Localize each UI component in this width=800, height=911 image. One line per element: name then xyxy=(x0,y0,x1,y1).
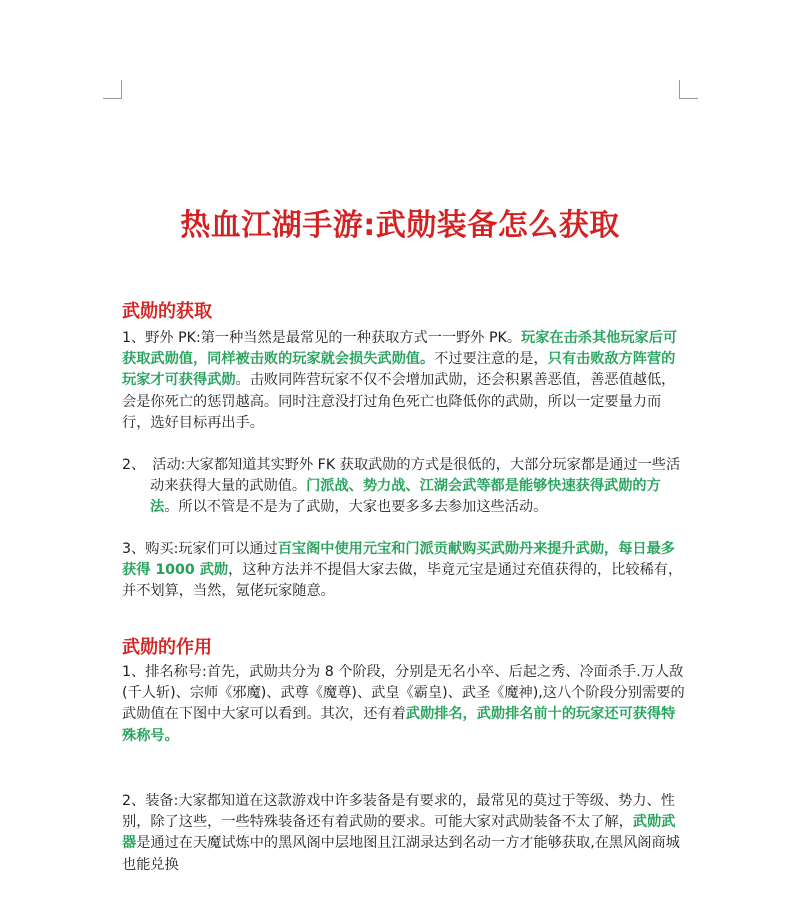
highlighted-text: 武勋武器 xyxy=(122,814,676,852)
section-heading-acquire: 武勋的获取 xyxy=(122,301,212,322)
crop-mark-top-right xyxy=(679,80,698,99)
body-text: 2、装备:大家都知道在这款游戏中许多装备是有要求的，最常见的莫过于等级、势力、性别，除了这些，一些特殊装备还有着武勋的要求。可能大家对武勋装备不太了解， xyxy=(122,793,675,831)
body-text: 是通过在天魔试炼中的黑风阁中层地图且江湖录达到名动一方才能够获取,在黑风阁商城也能兑换 xyxy=(122,835,680,873)
body-text: 1、野外 PK:第一种当然是最常见的一种获取方式一一野外 PK。 xyxy=(122,330,522,346)
highlighted-text: 武勋排名，武勋排名前十的玩家还可获得特殊称号。 xyxy=(122,706,676,744)
body-text: 1、排名称号:首先，武勋共分为 8 个阶段，分别是无名小卒、后起之秀、冷面杀手.万人敌(千人斩)、宗师《邪魔)、武尊《魔尊)、武皇《霸皇)、武圣《魔神),这八个阶段分别需要的武勋值在下图中大家可以看到。其次，还有着 xyxy=(122,664,685,723)
highlighted-text: 只有击败敌方阵营的玩家才可获得武勋 xyxy=(122,351,676,389)
paragraph-equipment xyxy=(122,791,688,876)
paragraph-purchase xyxy=(122,539,688,603)
highlighted-text: 门派战、势力战、江湖会武等都是能够快速获得武勋的方法 xyxy=(150,478,661,516)
highlighted-text: 玩家在击杀其他玩家后可获取武勋值，同样被击败的玩家就会损失武勋值。 xyxy=(122,330,678,368)
body-text: 2、 活动:大家都知道其实野外 FK 获取武勋的方式是很低的，大部分玩家都是通过一些活动来获得大量的武勋值。 xyxy=(122,457,681,495)
crop-mark-top-left xyxy=(103,80,122,99)
body-text: 3、购买:玩家们可以通过 xyxy=(122,541,278,557)
highlighted-text: 百宝阁中使用元宝和门派贡献购买武勋丹来提升武勋，每日最多获得 1000 武勋 xyxy=(122,541,675,579)
body-text: ，这种方法并不提倡大家去做，毕竟元宝是通过充值获得的，比较稀有，并不划算，当然，氪佬玩家随意。 xyxy=(122,562,683,600)
body-text: 。所以不管是不是为了武勋，大家也要多多去参加这些活动。 xyxy=(164,499,548,516)
section-heading-usage: 武勋的作用 xyxy=(122,637,212,658)
paragraph-rank-title xyxy=(122,662,688,747)
body-text: 不过要注意的是， xyxy=(434,351,548,368)
paragraph-field-pk xyxy=(122,328,688,434)
document-title: 热血江湖手游:武勋装备怎么获取 xyxy=(180,208,620,243)
paragraph-activities xyxy=(122,455,688,519)
body-text: 。击败同阵营玩家不仅不会增加武勋，还会积累善恶值，善恶值越低，会是你死亡的惩罚越高。同时注意没打过角色死亡也降低你的武勋，所以一定要量力而行，选好目标再出手。 xyxy=(122,372,676,431)
